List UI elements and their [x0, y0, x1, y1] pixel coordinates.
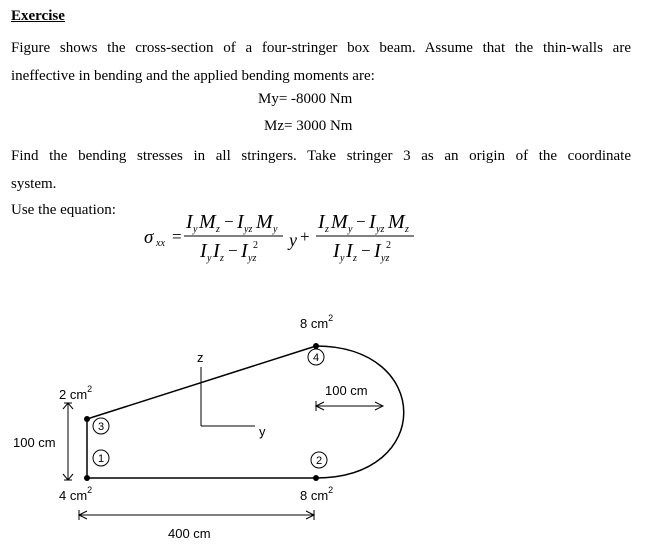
- eq-d1-I3: I: [241, 240, 248, 262]
- stringer-3-dot: [84, 416, 90, 422]
- eq-n2-sub4: z: [405, 224, 409, 235]
- use-equation-label: Use the equation:: [11, 202, 116, 218]
- eq-d1-sub3: yz: [248, 253, 257, 264]
- eq-n2-M2: M: [388, 211, 405, 233]
- eq-n1-I2: I: [237, 211, 244, 233]
- eq-n2-M1: M: [331, 211, 348, 233]
- eq-d2-sub1: y: [340, 253, 345, 264]
- z-axis-label: z: [197, 350, 204, 365]
- eq-d1-sup: 2: [253, 240, 258, 251]
- intro-paragraph: [11, 34, 631, 90]
- stringer-2-number: 2: [315, 455, 323, 467]
- eq-n1-sub2: z: [216, 224, 220, 235]
- eq-n2-I1: I: [318, 211, 325, 233]
- eq-n1-minus: −: [224, 212, 234, 231]
- eq-d1-minus: −: [228, 241, 238, 260]
- eq-d1-I2: I: [213, 240, 220, 262]
- eq-n1-sub4: y: [273, 224, 278, 235]
- stringer-3-number: 3: [97, 421, 105, 433]
- eq-y: y: [289, 230, 297, 250]
- eq-numerator-2: [317, 211, 409, 235]
- eq-d2-I2: I: [346, 240, 353, 262]
- radius-label: 100 cm: [325, 383, 368, 398]
- stringer-1-number: 1: [97, 453, 105, 465]
- eq-n1-I1: I: [186, 211, 193, 233]
- task-line-1: Find the bending stresses in all stringers. Take stringer 3 as an origin of the coordinate: [11, 148, 631, 164]
- eq-d1-I1: I: [200, 240, 207, 262]
- moment-my: My= -8000 Nm: [258, 91, 353, 107]
- eq-denominator-1: [199, 240, 258, 264]
- bending-stress-equation: [0, 196, 646, 266]
- area-label-stringer-3: 2 $cm^2$: [59, 384, 93, 402]
- area-label-stringer-1: 4 $cm^2$: [59, 485, 93, 503]
- area-label-stringer-4: 8 $cm^2$: [300, 313, 334, 331]
- eq-d1-sub2: z: [220, 253, 224, 264]
- stringer-4-number: 4: [312, 352, 320, 364]
- height-label: 100 cm: [13, 435, 56, 450]
- y-axis-label: y: [259, 424, 266, 439]
- eq-n2-sub3: yz: [376, 224, 385, 235]
- eq-d2-sup: 2: [386, 240, 391, 251]
- eq-d2-I1: I: [333, 240, 340, 262]
- eq-n2-sub2: y: [348, 224, 353, 235]
- box-beam-cross-section: [0, 290, 646, 555]
- eq-denominator-2: [332, 240, 391, 264]
- eq-equals: =: [172, 227, 182, 246]
- intro-line-1: Figure shows the cross-section of a four-stringer box beam. Assume that the thin-walls are: [11, 40, 631, 56]
- eq-d2-I3: I: [374, 240, 381, 262]
- eq-d2-sub3: yz: [381, 253, 390, 264]
- stringer-4-dot: [313, 343, 319, 349]
- eq-n1-M1: M: [199, 211, 216, 233]
- eq-n1-sub1: y: [193, 224, 198, 235]
- curved-nose-wall: [316, 346, 404, 478]
- task-line-2: system.: [11, 176, 57, 192]
- task-paragraph: [11, 142, 631, 198]
- eq-sigma: σ: [144, 227, 154, 248]
- eq-sigma-sub: xx: [156, 238, 165, 249]
- eq-numerator-1: [185, 211, 278, 235]
- eq-n1-M2: M: [256, 211, 273, 233]
- width-label: 400 cm: [168, 526, 211, 541]
- area-label-stringer-2: 8 $cm^2$: [300, 485, 334, 503]
- eq-d1-sub1: y: [207, 253, 212, 264]
- stringer-1-dot: [84, 475, 90, 481]
- eq-n2-minus: −: [356, 212, 366, 231]
- eq-d2-sub2: z: [353, 253, 357, 264]
- stringer-2-dot: [313, 475, 319, 481]
- eq-d2-minus: −: [361, 241, 371, 260]
- moment-mz: Mz= 3000 Nm: [264, 118, 353, 134]
- eq-n1-sub3: yz: [244, 224, 253, 235]
- eq-n2-sub1: z: [325, 224, 329, 235]
- exercise-heading: Exercise: [11, 8, 65, 24]
- eq-n2-I2: I: [369, 211, 376, 233]
- intro-line-2: ineffective in bending and the applied bending moments are:: [11, 68, 375, 84]
- eq-plus: +: [300, 227, 310, 246]
